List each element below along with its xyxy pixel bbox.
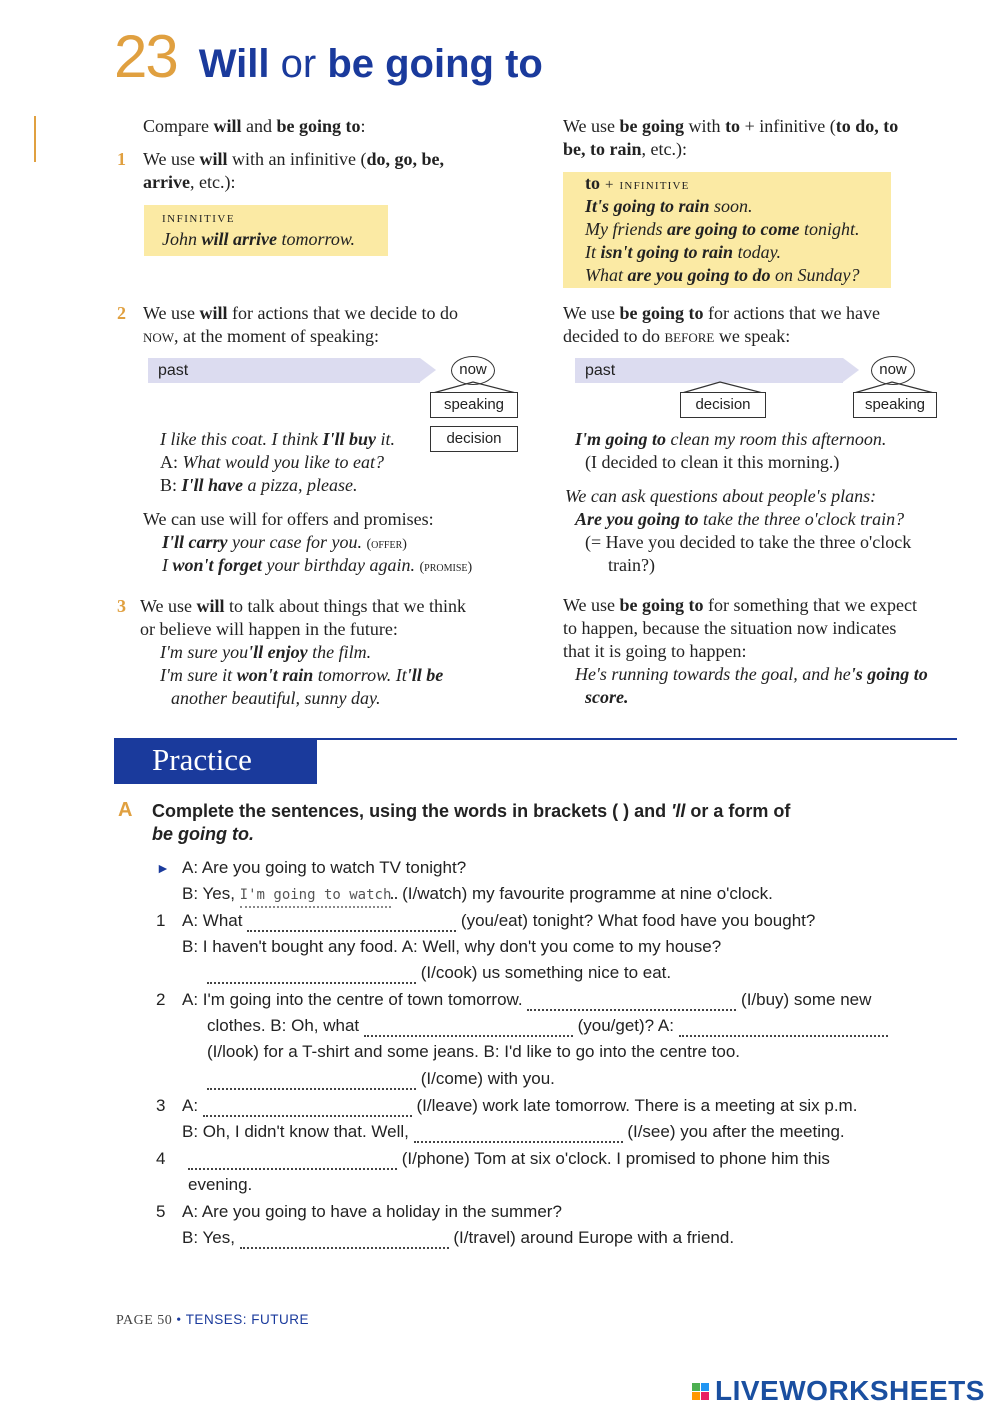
left-timeline-past: past bbox=[148, 358, 420, 383]
box-ex-rain: It's going to rain soon. bbox=[585, 196, 753, 216]
item-2-answer-2[interactable] bbox=[364, 1019, 573, 1037]
unit-title: Will or be going to bbox=[198, 42, 543, 86]
item-1-number: 1 bbox=[156, 911, 166, 930]
item-2-number: 2 bbox=[156, 990, 166, 1009]
item-4-line1: (I/phone) Tom at six o'clock. I promised to phone him this bbox=[188, 1148, 830, 1170]
right-ex-score: score. bbox=[585, 687, 629, 707]
right-ex-goal: He's running towards the goal, and he's going to bbox=[575, 664, 928, 684]
item-2-line4: (I/come) with you. bbox=[207, 1068, 555, 1090]
item-1-answer-2[interactable] bbox=[207, 966, 416, 984]
to-infinitive-label: to + infinitive bbox=[585, 173, 690, 193]
right-p3-line2: to happen, because the situation now indicates bbox=[563, 618, 897, 638]
item-2-answer-4[interactable] bbox=[207, 1072, 416, 1090]
item-2-line3: (I/look) for a T-shirt and some jeans. B: I'd like to go into the centre too. bbox=[207, 1042, 741, 1061]
practice-heading: Practice bbox=[114, 740, 317, 784]
right-p3-line3: that it is going to happen: bbox=[563, 641, 747, 661]
unit-number: 23 bbox=[114, 23, 177, 90]
right-q-train: Are you going to take the three o'clock train? bbox=[575, 509, 905, 529]
item-3-line2: B: Oh, I didn't know that. Well, (I/see) you after the meeting. bbox=[182, 1122, 845, 1141]
section-2-line2: now, at the moment of speaking: bbox=[143, 326, 379, 346]
left-ex-film: I'm sure you'll enjoy the film. bbox=[160, 642, 372, 662]
right-now-oval: now bbox=[871, 356, 915, 385]
infinitive-label: infinitive bbox=[162, 210, 236, 226]
item-3-answer-1[interactable] bbox=[203, 1099, 412, 1117]
left-decision-box: decision bbox=[430, 426, 518, 452]
right-q-paraphrase: (= Have you decided to take the three o'clock bbox=[585, 532, 912, 552]
right-intro-line2: be, to rain, etc.): bbox=[563, 139, 687, 159]
infinitive-example: John will arrive tomorrow. bbox=[162, 229, 356, 249]
left-ex-coat: I like this coat. I think I'll buy it. bbox=[160, 429, 395, 449]
item-1-answer-1[interactable] bbox=[247, 914, 456, 932]
right-q-paraphrase-end: train?) bbox=[608, 555, 655, 575]
right-intro-line1: We use be going with to + infinitive (to do, to bbox=[563, 116, 899, 136]
item-5-number: 5 bbox=[156, 1202, 166, 1221]
item-3-line1: A: (I/leave) work late tomorrow. There is a meeting at six p.m. bbox=[182, 1096, 858, 1115]
item-3-number: 3 bbox=[156, 1096, 166, 1115]
right-speaking-box: speaking bbox=[853, 392, 937, 418]
item-4-answer-1[interactable] bbox=[188, 1152, 397, 1170]
exercise-letter: A bbox=[118, 799, 133, 821]
item-1-line2: B: I haven't bought any food. A: Well, why don't you come to my house? bbox=[182, 937, 722, 956]
example-line1: A: Are you going to watch TV tonight? bbox=[182, 858, 467, 877]
left-now-oval: now bbox=[451, 356, 495, 385]
section-1-line1: We use will with an infinitive (do, go, be, bbox=[143, 149, 445, 169]
section-1-line2: arrive, etc.): bbox=[143, 172, 236, 192]
example-answer: I'm going to watch bbox=[240, 884, 392, 908]
item-2-line2: clothes. B: Oh, what (you/get)? A: bbox=[207, 1015, 888, 1037]
section-3-number: 3 bbox=[117, 596, 126, 616]
box-ex-sunday: What are you going to do on Sunday? bbox=[585, 265, 860, 285]
left-ex-rain: I'm sure it won't rain tomorrow. It'll be bbox=[160, 665, 444, 685]
right-ex-decided: (I decided to clean it this morning.) bbox=[585, 452, 840, 472]
item-5-answer-1[interactable] bbox=[240, 1231, 449, 1249]
unit-header bbox=[114, 22, 543, 91]
right-ex-clean: I'm going to clean my room this afternoon. bbox=[575, 429, 887, 449]
item-5-line1: A: Are you going to have a holiday in the summer? bbox=[182, 1202, 562, 1221]
section-3-line1: We use will to talk about things that we think bbox=[140, 596, 467, 616]
right-q-intro: We can ask questions about people's plans: bbox=[565, 486, 877, 506]
right-p2-line1: We use be going to for actions that we have bbox=[563, 303, 880, 323]
example-marker: ► bbox=[156, 860, 170, 876]
left-ex-promise: I won't forget your birthday again. (promise) bbox=[162, 555, 473, 575]
margin-rule bbox=[34, 116, 36, 162]
item-3-answer-2[interactable] bbox=[414, 1125, 623, 1143]
exercise-instruction-line1: Complete the sentences, using the words in brackets ( ) and 'll or a form of bbox=[152, 801, 791, 821]
item-1-line1: A: What (you/eat) tonight? What food have you bought? bbox=[182, 911, 816, 930]
box-ex-friends: My friends are going to come tonight. bbox=[585, 219, 860, 239]
section-2-number: 2 bbox=[117, 303, 126, 323]
right-timeline-past: past bbox=[575, 358, 843, 383]
left-ex-pizza: B: I'll have a pizza, please. bbox=[160, 475, 358, 495]
item-2-line1: A: I'm going into the centre of town tomorrow. (I/buy) some new bbox=[182, 990, 872, 1009]
left-speaking-box: speaking bbox=[430, 392, 518, 418]
section-2-line1: We use will for actions that we decide to do bbox=[143, 303, 458, 323]
logo-icon bbox=[692, 1383, 709, 1400]
item-5-line2: B: Yes, (I/travel) around Europe with a friend. bbox=[182, 1228, 735, 1247]
left-ex-eat: A: What would you like to eat? bbox=[160, 452, 384, 472]
item-4-number: 4 bbox=[156, 1149, 166, 1168]
left-ex-sunny: another beautiful, sunny day. bbox=[171, 688, 381, 708]
section-3-line2: or believe will happen in the future: bbox=[140, 619, 398, 639]
item-1-line3: (I/cook) us something nice to eat. bbox=[207, 962, 671, 984]
right-p3-line1: We use be going to for something that we expect bbox=[563, 595, 917, 615]
example-line2: B: Yes, I'm going to watch (I/watch) my favourite programme at nine o'clock. bbox=[182, 883, 773, 908]
page-footer: PAGE 50 • TENSES: FUTURE bbox=[116, 1312, 309, 1328]
section-1-number: 1 bbox=[117, 149, 126, 169]
liveworksheets-logo: LIVEWORKSHEETS bbox=[692, 1375, 985, 1407]
left-offers-intro: We can use will for offers and promises: bbox=[143, 509, 434, 529]
left-ex-offer: I'll carry your case for you. (offer) bbox=[162, 532, 407, 552]
right-decision-box: decision bbox=[680, 392, 766, 418]
item-2-answer-1[interactable] bbox=[527, 993, 736, 1011]
exercise-instruction-line2: be going to. bbox=[152, 824, 254, 844]
right-p2-line2: decided to do before we speak: bbox=[563, 326, 791, 346]
left-intro: Compare will and be going to: bbox=[143, 116, 366, 136]
item-2-answer-3[interactable] bbox=[679, 1019, 888, 1037]
item-4-line2: evening. bbox=[188, 1175, 253, 1194]
box-ex-today: It isn't going to rain today. bbox=[585, 242, 782, 262]
